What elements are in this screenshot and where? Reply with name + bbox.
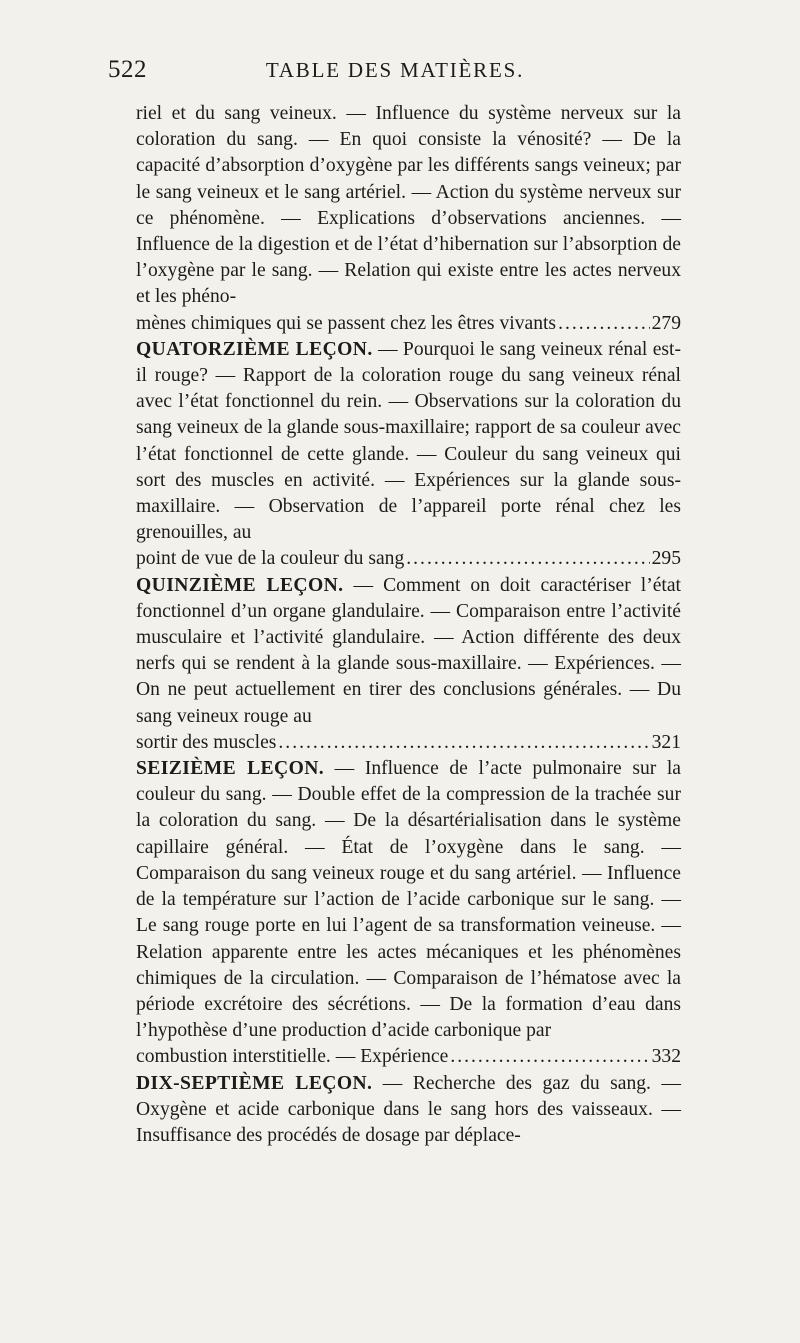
toc-entry-quinzieme bbox=[136, 573, 681, 756]
dot-leader bbox=[558, 311, 650, 337]
page-number: 522 bbox=[108, 56, 147, 83]
toc-body bbox=[136, 101, 681, 1149]
running-title: TABLE DES MATIÈRES. bbox=[265, 58, 525, 82]
dot-leader bbox=[406, 546, 649, 572]
entry-last-line bbox=[136, 546, 681, 572]
entry-last-line-text: point de vue de la couleur du sang bbox=[136, 548, 405, 570]
page-header bbox=[108, 56, 682, 86]
lecon-heading: DIX-SEPTIÈME LEÇON. bbox=[136, 1072, 373, 1094]
entry-text: — Pourquoi le sang veineux rénal est-il rouge? — Rapport de la coloration rouge du sang veineux rénal avec l’état fonctionnel du rein. — Observations sur la coloration du sang veineux de la glande sous-maxillaire; rapport de sa couleur avec l’état fonctionnel de cette glande. — Couleur du sang veineux qui sort des muscles en activité. — Expériences sur la glande sous-maxillaire. — Observation de l’appareil porte rénal chez les grenouilles, au bbox=[136, 338, 681, 544]
entry-last-line-text: combustion interstitielle. — Expérience bbox=[136, 1046, 449, 1068]
lecon-heading: QUATORZIÈME LEÇON. bbox=[136, 338, 373, 360]
lecon-heading: SEIZIÈME LEÇON. bbox=[136, 758, 325, 780]
dot-leader bbox=[450, 1044, 649, 1070]
toc-entry-quatorzieme bbox=[136, 337, 681, 573]
entry-last-line bbox=[136, 730, 681, 756]
entry-text: — Recherche des gaz du sang. — Oxygène et acide carbonique dans le sang hors des vaisseaux. — Insuffisance des procédés de dosage par déplace- bbox=[136, 1072, 681, 1146]
entry-last-line-text: mènes chimiques qui se passent chez les êtres vivants bbox=[136, 312, 557, 334]
entry-page-number: 332 bbox=[651, 1046, 681, 1068]
entry-page-number: 321 bbox=[651, 731, 681, 753]
entry-last-line-text: sortir des muscles bbox=[136, 731, 277, 753]
entry-last-line bbox=[136, 1044, 681, 1070]
entry-last-line bbox=[136, 311, 681, 337]
toc-entry-dix-septieme bbox=[136, 1071, 681, 1150]
lecon-heading: QUINZIÈME LEÇON. bbox=[136, 574, 344, 596]
dot-leader bbox=[278, 730, 649, 756]
entry-text: — Comment on doit caractériser l’état fonctionnel d’un organe glandulaire. — Comparaison entre l’activité musculaire et l’activité glandulaire. — Action différente des deux nerfs qui se rendent à la glande sous-maxillaire. — Expériences. — On ne peut actuellement en tirer des conclusions générales. — Du sang veineux rouge au bbox=[136, 574, 681, 727]
toc-entry-seizieme bbox=[136, 756, 681, 1070]
toc-entry-continued bbox=[136, 101, 681, 337]
entry-page-number: 279 bbox=[651, 312, 681, 334]
entry-page-number: 295 bbox=[651, 548, 681, 570]
entry-text: — Influence de l’acte pulmonaire sur la couleur du sang. — Double effet de la compression de la trachée sur la coloration du sang. — De la désartérialisation dans le système capillaire général. — État de l’oxygène dans le sang. — Comparaison du sang veineux rouge et du sang artériel. — Influence de la température sur l’action de l’acide carbonique sur le sang. — Le sang rouge porte en lui l’agent de sa transformation veineuse. — Relation apparente entre les actes mécaniques et les phénomènes chimiques de la circulation. — Comparaison de l’hématose avec la période excrétoire des sécrétions. — De la formation d’eau dans l’hypothèse d’une production d’acide carbonique par bbox=[136, 758, 681, 1042]
entry-text: riel et du sang veineux. — Influence du système nerveux sur la coloration du sang. — En quoi consiste la vénosité? — De la capacité d’absorption d’oxygène par les différents sangs veineux; par le sang veineux et le sang artériel. — Action du système nerveux sur ce phénomène. — Explications d’observations anciennes. — Influence de la digestion et de l’état d’hibernation sur l’absorption de l’oxygène par le sang. — Relation qui existe entre les actes nerveux et les phéno- bbox=[136, 103, 681, 308]
